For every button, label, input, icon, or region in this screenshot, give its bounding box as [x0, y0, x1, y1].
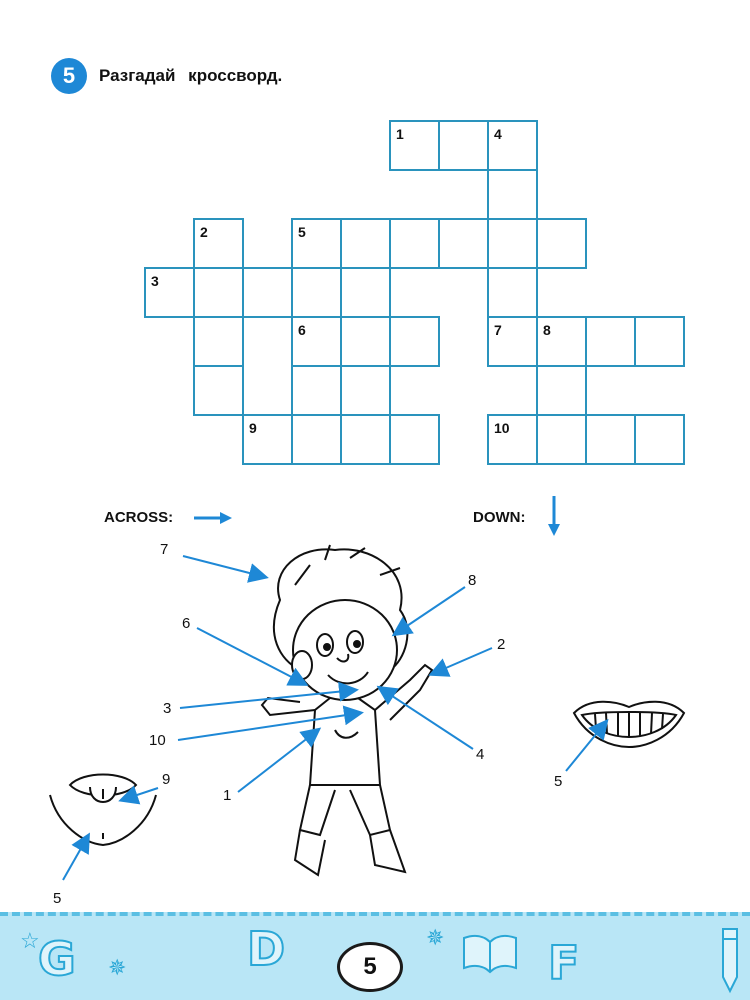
pointer-6 [197, 628, 305, 684]
task-badge: 5 [51, 58, 87, 94]
pointer-1 [238, 730, 318, 792]
pointer-label-9: 5 [53, 890, 62, 907]
clue-number: 4 [494, 126, 502, 142]
clue-number: 7 [494, 322, 502, 338]
pointer-label-6: 6 [182, 615, 191, 632]
page-number: 5 [337, 942, 403, 992]
clue-number: 1 [396, 126, 404, 142]
pointer-8 [395, 587, 465, 634]
clue-number: 5 [298, 224, 306, 240]
pointer-7 [183, 556, 265, 577]
pencil-icon [715, 925, 743, 995]
clue-number: 3 [151, 273, 159, 289]
across-label: ACROSS: [104, 509, 174, 526]
pointer-9 [63, 836, 88, 880]
snowflake-icon: ✵ [108, 955, 127, 980]
clue-number: 9 [249, 420, 257, 436]
down-label: DOWN: [473, 509, 526, 526]
snowflake-icon: ✵ [426, 925, 445, 950]
pointer-5-teeth [566, 722, 606, 771]
clue-number: 8 [543, 322, 551, 338]
pointer-label-1: 1 [223, 787, 232, 804]
pointer-label-2: 2 [497, 636, 506, 653]
pointer-label-3: 3 [163, 700, 172, 717]
pointer-4 [380, 688, 473, 749]
pointer-label-7: 7 [160, 541, 169, 558]
book-icon [460, 930, 520, 974]
pointer-label-8: 8 [468, 572, 477, 589]
clue-number: 6 [298, 322, 306, 338]
pointer-label-5-tongue: 9 [162, 771, 171, 788]
footer-letter-d: D [247, 922, 286, 976]
clue-number: 2 [200, 224, 208, 240]
pointer-3 [180, 690, 355, 708]
clue-number: 10 [494, 420, 510, 436]
pointer-label-4: 4 [476, 746, 485, 763]
pointer-label-5-teeth: 5 [554, 773, 563, 790]
task-title: Разгадай кроссворд. [99, 66, 283, 85]
pointer-5-tongue [122, 788, 158, 800]
pointer-2 [432, 648, 492, 674]
pointer-10 [178, 713, 360, 740]
footer-letter-g: G [38, 932, 76, 986]
pointer-label-10: 10 [149, 732, 166, 749]
footer-letter-f: F [548, 936, 580, 990]
star-icon: ☆ [20, 928, 40, 953]
